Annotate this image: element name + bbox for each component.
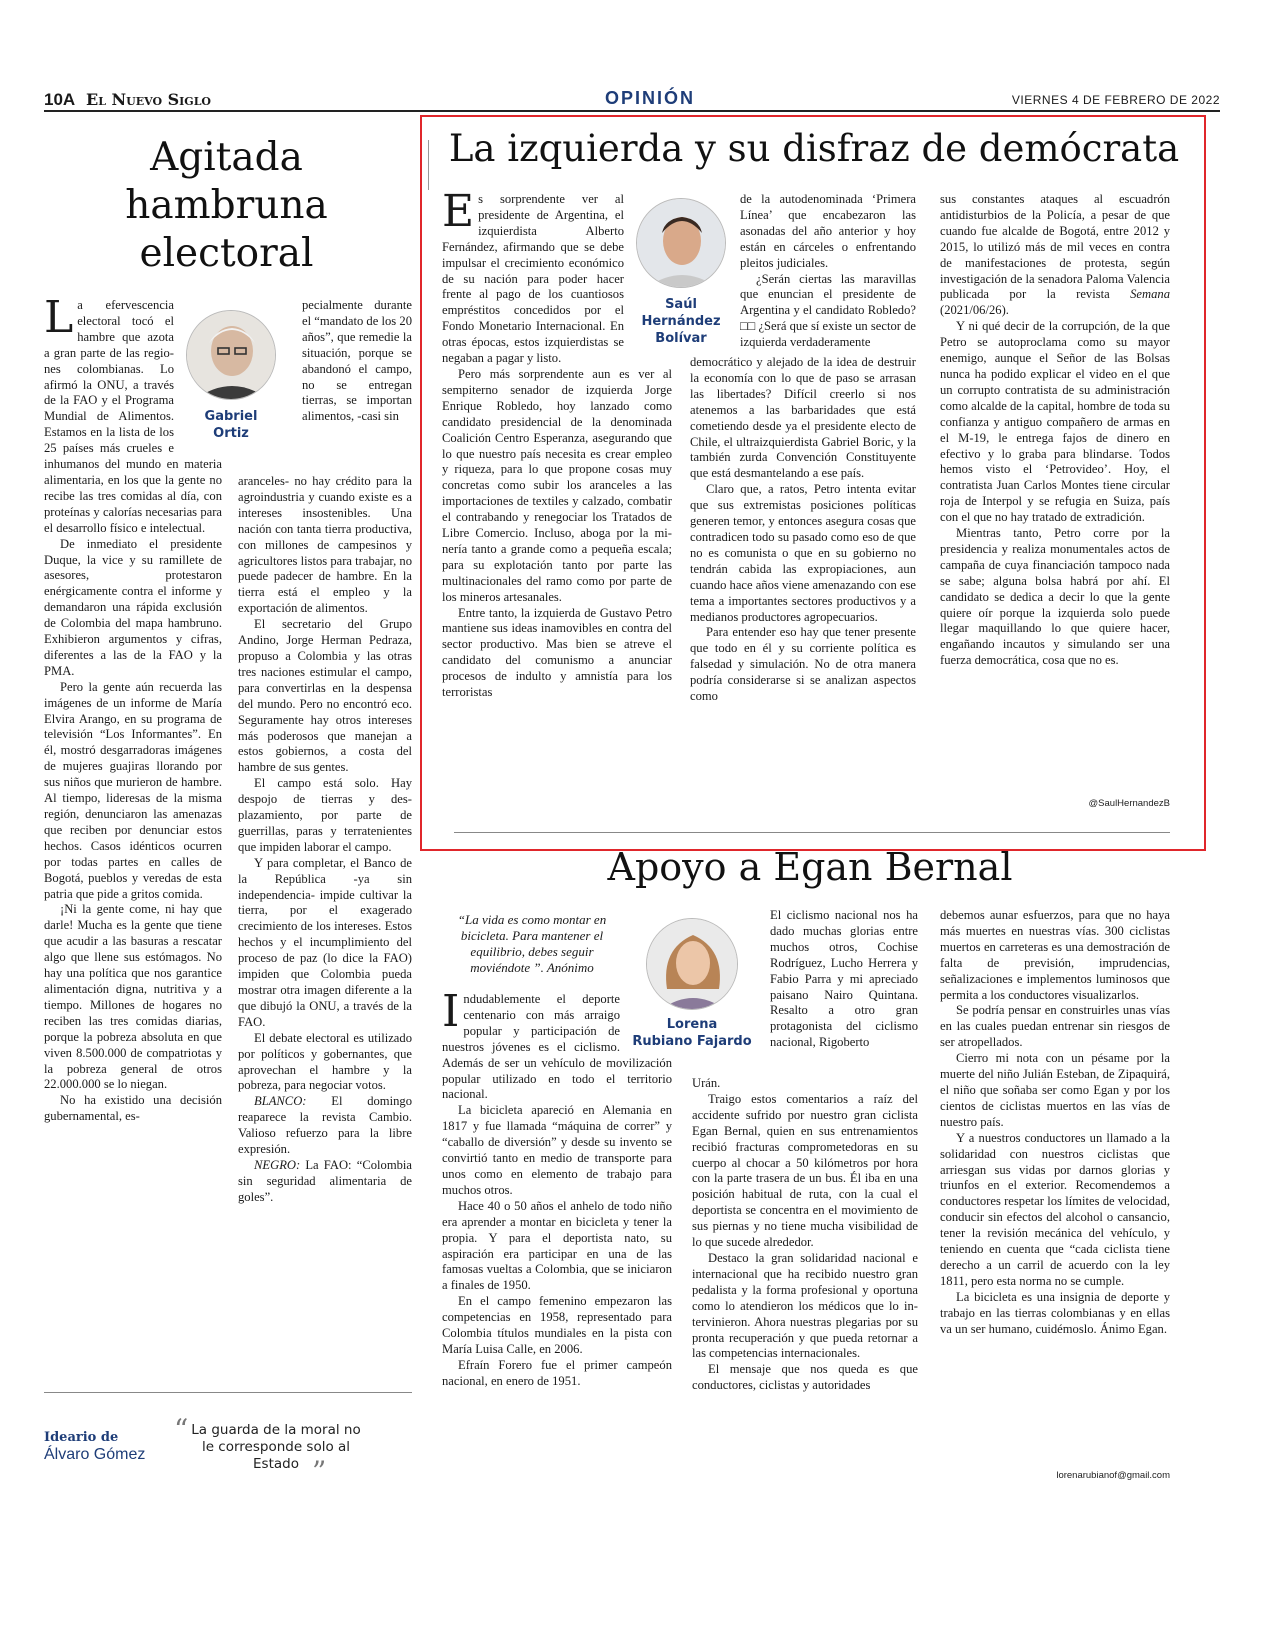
paragraph: Efraín Forero fue el primer campeón nacional, en enero de 1951.	[442, 1357, 672, 1388]
article2-column-2	[690, 355, 916, 815]
ideario-title: Ideario de	[44, 1430, 119, 1445]
ideario-quote: La guarda de la moral no le corresponde solo al Estado	[191, 1422, 361, 1472]
paragraph: No ha existido una decisión gubernamental, es-	[44, 1093, 222, 1124]
article1-column-2	[238, 474, 412, 1379]
drop-cap: L	[44, 298, 74, 343]
author-first-name: Gabriel	[204, 409, 258, 424]
paragraph: Y para completar, el Banco de la República -ya sin independencia- impide cultivar la tierra, por el exagerado crecimiento de los intereses. Estos hechos y el incumplimiento del proceso de paz (lo dice la FAO) impiden que Colombia pueda mostrar otra imagen diferente a la que dibujó la ONU, a través de la FAO.	[238, 855, 412, 1029]
drop-cap: E	[442, 192, 475, 237]
author-middle-name: Hernández	[641, 314, 721, 329]
paragraph: Pero más sorprendente aun es ver al sempiterno senador de izquierda Jorge Enrique Robledo, hoy lanzado como candidato presidencial de la denominada Coalición Centro Esperanza, asegurando que lo que nuestro país necesita es crear empleo y riqueza, para lo que propone cosas muy concretas como subir los aranceles a las importaciones de textiles y calzado, combatir el contrabando y renegociar los Tratados de Libre Comercio. Incluso, aboga por la minería tanto a grande como a pequeña escala; para su explotación tanto por parte las multinacionales del ramo como por parte de los mineros artesanales.	[442, 366, 672, 604]
paragraph: pecialmente durante el “mandato de los 20 años”, que remedie la situación, porque se abandonó el campo, no se entregan tierras, se importan alimentos, -casi sin	[302, 298, 412, 424]
article3-column-1	[442, 992, 672, 1476]
article2-column-1	[442, 192, 672, 812]
paragraph-text: (2021/06/26).	[940, 303, 1009, 318]
negro-note	[238, 1158, 412, 1206]
paragraph: Claro que, a ratos, Petro intenta evitar que sus extremistas posiciones políticas generen temor, y entonces asegura cosas que contradicen todo su pasado como eso de que no es comunista o que en su gobierno no tendrán cabida las expropiaciones, aun cuando hace años viene amenazando con ese tema a importantes sectores productivos y a medianos productores agropecuarios.	[690, 482, 916, 624]
article2-column-2-top	[740, 192, 916, 355]
blanco-text: El domingo reaparece la revista Cambio. Valioso refuerzo para la libre expresión.	[238, 1094, 412, 1157]
negro-text: La FAO: “Colombia sin seguridad alimentaria de goles”.	[238, 1157, 412, 1204]
author-first-name: Lorena	[666, 1017, 718, 1032]
article1-headline-line: Agitada	[150, 135, 303, 180]
paragraph: Se podría pensar en construirles unas vías en las cuales puedan entrenar sin riesgos de ser atropellados.	[940, 1003, 1170, 1050]
issue-date: VIERNES 4 DE FEBRERO DE 2022	[1011, 93, 1220, 107]
author-last-name: Bolívar	[655, 331, 707, 346]
page-number: 10A	[44, 90, 76, 109]
author-handle: @SaulHernandezB	[1088, 798, 1170, 809]
article3-column-2-top	[770, 908, 918, 1076]
paragraph: Destaco la gran solidaridad nacional e internacional que ha recibido nuestro gran pedalista y la forma profesional y oportuna como lo atendieron los médicos que lo intervinieron. Ahora nuestras plegarias por su pronta recuperación y que pueda retornar a las competencias internacionales.	[692, 1250, 918, 1361]
paragraph: Hace 40 o 50 años el anhelo de todo niño era aprender a montar en bicicleta y tener la propia. Y para el deportista nato, su aspiración era participar en una de las famosas vueltas a Colombia, que se iniciaron a finales de 1950.	[442, 1198, 672, 1293]
paragraph: ¿Serán ciertas las maravillas que enuncian el presidente de Argentina y el candidato Robledo? □□ ¿Será que sí existe un sector de izquierda verdaderamente	[740, 271, 916, 350]
paper-name: El Nuevo Siglo	[86, 90, 212, 109]
author-email: lorenarubianof@gmail.com	[1056, 1470, 1170, 1481]
paragraph: Traigo estos comentarios a raíz del accidente sufrido por nuestro gran ciclista Egan Bernal, quien en sus entrenamientos recibió fracturas comprometedoras en su cuerpo al chocar a 50 kilómetros por hora con la parte trasera de un bus. Él iba en una posición habitual de ruta, con la cual el deportista se concentra en el movimiento de sus piernas y no tiene mucha visibilidad de lo que sucede alrededor.	[692, 1091, 918, 1250]
photo-spacer	[174, 298, 222, 446]
paragraph: Mientras tanto, Petro corre por la presidencia y realiza monumentales actos de campaña de cuya financiación tampoco nada se sabe; alguna bolsa habrá por ahí. El candidato se dedica a decir lo que la gente quiere oír porque la izquierda solo puede llegar maquillando lo que quiere hacer, engañando incautos y simulando ser una fuerza democrática, cosa que no es.	[940, 526, 1170, 668]
article2-title-divider	[428, 140, 429, 190]
paragraph: El ciclismo nacional nos ha dado muchas glorias entre muchos otros, Cochise Rodríguez, Lucho Herrera y Fabio Parra y mi apreciado paisano Nairo Quintana. Resalto a otro gran protagonista del ciclismo nacional, Rigoberto	[770, 908, 918, 1050]
ideario-name: Álvaro Gómez	[44, 1446, 146, 1463]
blanco-label: BLANCO:	[254, 1094, 307, 1109]
article1-column-1	[44, 298, 222, 1363]
article3-epigraph: “La vida es como montar en bicicleta. Para mantener el equilibrio, debes seguir moviéndote ”. Anónimo	[457, 912, 607, 975]
article3-column-2	[692, 1076, 918, 1480]
negro-label: NEGRO:	[254, 1157, 301, 1172]
article1-headline-line: electoral	[139, 231, 314, 276]
article3-divider	[454, 832, 1170, 833]
author-last-name: Rubiano Fajardo	[632, 1034, 752, 1049]
paragraph: Y a nuestros conductores un llamado a la solidaridad con nuestros ciclistas que arriesgan sus vidas por darnos glorias y triunfos en el exterior. Recomendemos a conductores respetar los límites de velocidad, conducir sin efectos del alcohol o cansancio, tener la revisión mecánica del vehículo, y teniendo en cuenta que “cada ciclista tiene derecho a un carril de acuerdo con la ley 1811, pero esta norma no se cumple.	[940, 1130, 1170, 1288]
article1-headline	[44, 134, 409, 278]
paragraph-text: sus constantes ataques al escuadrón antidisturbios de la Policía, a pesar de que cuando fue alcalde de Bogotá, entre 2012 y 2015, lo utilizó más de mil veces en contra de manifestaciones de protesta, según investigación de la senadora Paloma Valencia publicada por la revista	[940, 192, 1170, 302]
paragraph: El debate electoral es utilizado por políticos y gobernantes, que aprovechan el hambre y la pobreza, para negociar votos.	[238, 1030, 412, 1093]
article1-column-2-top	[302, 298, 412, 474]
article3-lead-paragraph	[442, 992, 672, 1103]
paragraph: Y ni qué decir de la corrupción, de la que Petro se autoproclama como su mayor enemigo, aunque el Señor de las Bolsas nunca ha podido explicar el video en el que un corrupto contratista de su administración como alcalde de la capital, hombre de toda su confianza y antiguo compañero de armas en el M-19, le entrega fajos de dinero en efectivo y lo graba para blindarse. Todos hemos visto el ‘Petrovideo’. Hoy, el contratista Juan Carlos Montes tiene circular roja de Interpol y se refugia en Suiza, país con el que no hay tratado de extradición.	[940, 319, 1170, 525]
paragraph: De inmediato el presidente Duque, la vice y su ramillete de asesores, protestaron enérgicamente contra el informe y demandaron una rápida exclusión de Colombia del mapa hambruno. Exhibieron argumentos y cifras, diferentes a las de la FAO y la PMA.	[44, 536, 222, 678]
blanco-note	[238, 1094, 412, 1158]
paragraph: Entre tanto, la izquierda de Gustavo Petro mantiene sus ideas inamovibles en contra del sector productivo. Mas bien se atreve el candidato del comunismo a anunciar procesos de indulto y amnistía para los terroristas	[442, 605, 672, 700]
photo-spacer	[624, 192, 672, 360]
paragraph-text: ndudablemente el deporte centenario con más arraigo popular y participación de nuestros jóvenes es el ciclismo. Además de ser un vehículo de movilización popular utilizado en todo el territorio nacional.	[442, 992, 672, 1102]
paragraph: En el campo femenino empezaron las competencias en 1958, representado para Colombia títulos mundiales en la pista con María Luisa Calle, en 2006.	[442, 1294, 672, 1356]
paragraph: democrático y alejado de la idea de destruir la economía con lo que de paso se arrasan las libertades? Difícil creerlo si nos atenemos a las barbaridades que está cometiendo desde ya el presidente electo de Chile, el ultraizquierdista Gabriel Boric, y la también zurda Convención Constituyente que está desmantelando a ese país.	[690, 355, 916, 481]
close-quote-icon: ”	[312, 1455, 327, 1488]
magazine-name: Semana	[1130, 287, 1170, 302]
article2-column-3	[940, 192, 1170, 796]
ideario-divider	[44, 1392, 412, 1393]
photo-spacer	[620, 992, 672, 1054]
article2-lead-paragraph	[442, 192, 672, 367]
paragraph: Cierro mi nota con un pésame por la muerte del niño Julián Esteban, de Zipaquirá, el niño que soñaba ser como Egan y por los cientos de ciclistas muertos en las vías de nuestro país.	[940, 1051, 1170, 1129]
article2-headline: La izquierda y su disfraz de demócrata	[448, 127, 1180, 170]
paragraph: de la autodenominada ‘Primera Línea’ que encabezaron las asonadas del año anterior y hoy están en cárceles o enfrentando pleitos judiciales.	[740, 192, 916, 270]
paragraph-text: s sorprendente ver al presidente de Argentina, el izquierdista Alberto Fernández, afirmando que se debe impulsar el crecimiento económico de su nación para poder hacer frente al pago de los cuantiosos empréstitos concedidos por el Fondo Monetario Internacional. En otras épocas, estos izquierdistas se negaban a pagar y listo.	[442, 192, 624, 366]
paragraph: El mensaje que nos queda es que conductores, ciclistas y autoridades	[692, 1362, 918, 1393]
author-last-name: Ortiz	[213, 426, 249, 441]
paragraph: debemos aunar esfuerzos, para que no haya más muertes en nuestras vías. 300 ciclistas muertos en carreteras es una demostración de falta de previsión, imprudencias, señalizaciones e implementos luminosos que permita a los conductores visualizarlos.	[940, 908, 1170, 1002]
paragraph-text: a efervescencia electoral tocó el hambre que azota a gran parte de las regiones colombianas. Lo afirmó la ONU, a través de la FAO y el Programa Mundial de Alimentos. Estamos en la lista de los 25 países más crueles e inhumanos del mundo en materia alimentaria, en los que la gente no recibe las tres comidas al día, con proteínas y calorías necesarias para el desarrollo físico e intelectual.	[44, 298, 222, 535]
paragraph: Urán.	[692, 1076, 721, 1090]
article3-headline: Apoyo a Egan Bernal	[607, 845, 1013, 889]
paragraph: El campo está solo. Hay despojo de tierras y desplazamiento, por parte de guerrillas, paras y terratenientes que impiden laborar el campo.	[238, 776, 412, 854]
paragraph: aranceles- no hay crédito para la agroindustria y cuando existe es a intereses insostenibles. Una nación con tanta tierra productiva, con millones de campesinos y agricultores listos para trabajar, no puede padecer de hambre. En la tierra está el empleo y la exportación de alimentos.	[238, 474, 412, 616]
paragraph: El secretario del Grupo Andino, Jorge Herman Pedraza, propuso a Colombia y las otras tres naciones estimular el campo, para convertirlas en la despensa del mundo. Pero no encontró eco. Seguramente hay otros intereses más poderosos que manejan a estos gobiernos, a costa del hambre de sus gentes.	[238, 617, 412, 775]
paragraph: Pero la gente aún recuerda las imágenes de un informe de María Elvira Arango, en su programa de televisión “Los Informantes”. En él, mostró desgarradoras imágenes de mujeres guajiras llorando por sus niños que murieron de hambre. Al tiempo, lideresas de la misma región, denunciaron las amenazas que reciben por denunciar estos hechos. Casos idénticos ocurren por todas partes en calles de Bogotá, pueblos y veredas de esta patria que pide a gritos comida.	[44, 679, 222, 901]
article1-lead-paragraph	[44, 298, 222, 537]
paragraph: La bicicleta apareció en Alemania en 1817 y fue llamada “máquina de correr” y “caballo de diversión” y desde su invento se convirtió tanto en medio de transporte para unos como en elemento de trabajo para muchos otros.	[442, 1103, 672, 1197]
paragraph: La bicicleta es una insignia de deporte y trabajo en las tierras colombianas y en ellas va un ser humano, cuidémoslo. Ánimo Egan.	[940, 1289, 1170, 1336]
article3-column-3	[940, 908, 1170, 1468]
author-first-name: Saúl	[665, 297, 697, 312]
section-title: OPINIÓN	[604, 88, 695, 108]
drop-cap: I	[442, 992, 460, 1037]
paragraph	[940, 192, 1170, 319]
paragraph: Para entender eso hay que tener presente que todo en él y su corriente política es falsedad y simulación. No de otra manera podría considerarse si se analizan aspectos como	[690, 625, 916, 704]
paragraph: ¡Ni la gente come, ni hay que darle! Mucha es la gente que tiene que acudir a las basuras a rescatar algo que llene sus estómagos. No hay una política que nos garantice alimentación digna, nutritiva y a tiempo. Millones de hogares no reciben las tres comidas diarias, porque la pobreza absoluta en que viven 8.500.000 de compatriotas y la pobreza general de otros 22.000.000 se lo niegan.	[44, 902, 222, 1092]
open-quote-icon: “	[174, 1413, 189, 1446]
article1-headline-line: hambruna	[125, 183, 328, 228]
